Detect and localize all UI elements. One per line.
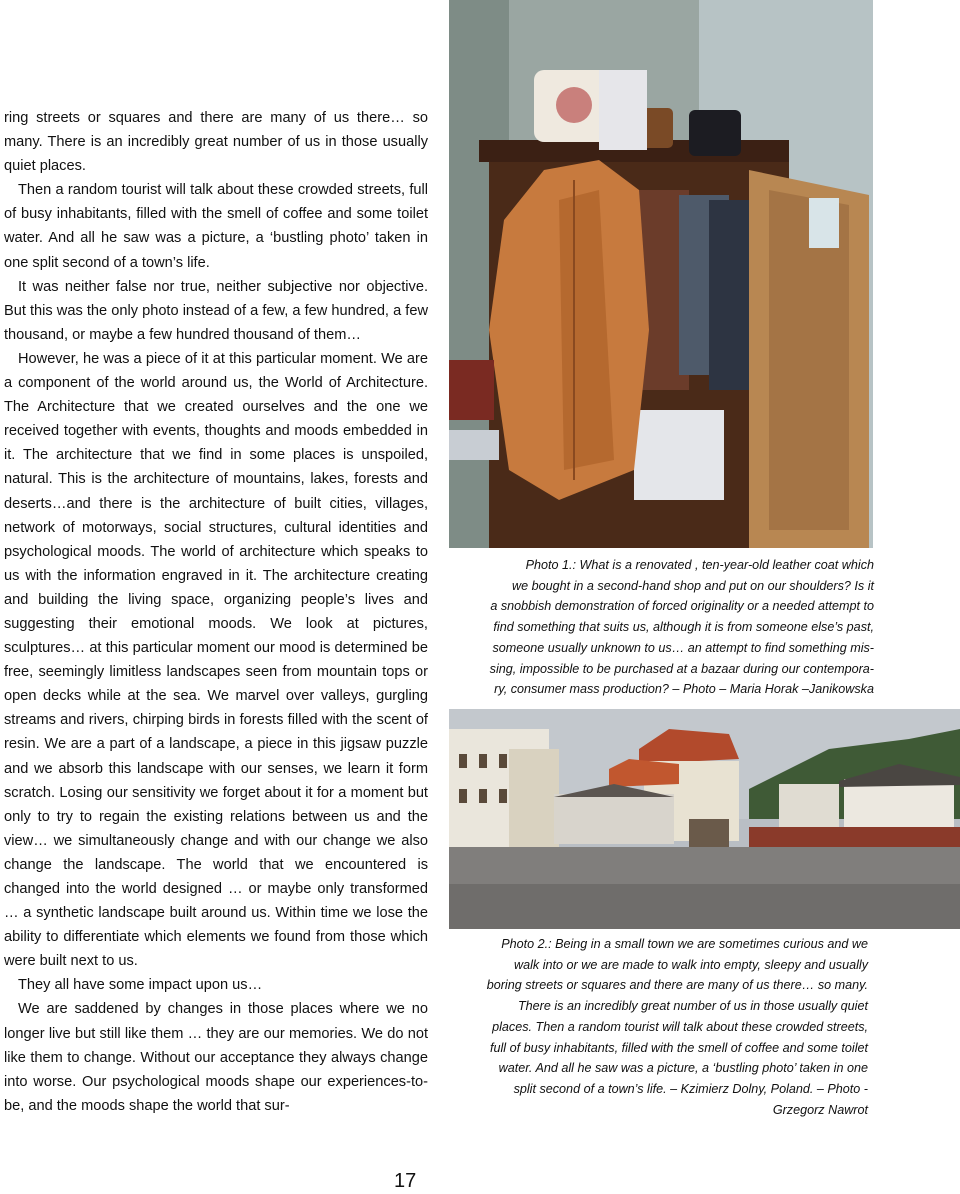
caption-line: Photo 1.: What is a renovated , ten-year-old leather coat which <box>525 558 874 572</box>
caption-line: boring streets or squares and there are many of us there… so many. <box>486 978 868 993</box>
caption-line: places. Then a random tourist will talk about these crowded streets, <box>492 1019 868 1034</box>
caption-line: There is an incredibly great number of us in those usually quiet <box>517 999 868 1014</box>
caption-line: we bought in a second-hand shop and put on our shoulders? Is it <box>512 578 874 593</box>
paragraph-5: They all have some impact upon us… <box>18 977 263 994</box>
photo-leather-coat-image <box>449 0 873 548</box>
paragraph-2: Then a random tourist will talk about these crowded streets, full of busy inhabitants, filled with the smell of coffee and some toilet water. And all he saw was a picture, a ‘bustling photo’ taken in one split second of a town’s life. <box>4 182 428 271</box>
paragraph-3: It was neither false nor true, neither subjective nor objective. But this was the only photo instead of a few, a few hundred, a few thousand, or maybe a few hundred thousand of them… <box>4 278 428 343</box>
caption-line: water. And all he saw was a picture, a ‘bustling photo’ taken in one <box>498 1061 868 1076</box>
caption-line: ry, consumer mass production? – Photo – Maria Horak –Janikowska <box>494 682 874 697</box>
photo-1-caption <box>454 555 874 700</box>
caption-line: walk into or we are made to walk into empty, sleepy and usually <box>514 957 868 972</box>
paragraph-6: We are saddened by changes in those places where we no longer live but still like them … they are our memories. We do not like them to change. Without our acceptance they always change into worse. Our psychological moods shape our experiences-to-be, and the moods shape the world that sur- <box>4 1001 428 1114</box>
body-text-column <box>4 106 428 1118</box>
caption-line: Grzegorz Nawrot <box>772 1102 868 1117</box>
page-number: 17 <box>394 1170 417 1192</box>
caption-line: full of busy inhabitants, filled with the smell of coffee and some toilet <box>489 1040 868 1055</box>
caption-line: sing, impossible to be purchased at a bazaar during our contempora- <box>489 661 874 676</box>
caption-line: Photo 2.: Being in a small town we are sometimes curious and we <box>501 937 868 951</box>
photo-town-square <box>449 709 960 929</box>
paragraph-4: However, he was a piece of it at this particular moment. We are a component of the world around us, the World of Architecture. The Architecture that we created ourselves and the one we received together with events, thoughts and moods embedded in it. The architecture that we find in some places is unspoiled, natural. This is the architecture of mountains, lakes, forests and deserts…and there is the architecture of built cities, villages, network of motorways, social structures, cultural identities and psychological moods. The world of architecture which speaks to us with the information engraved in it. The architecture creating and building the living space, organizing people’s lives and suggesting their emotional moods. We look at pictures, sculptures… at this particular moment our mood is determined be free, seemingly limitless landscapes seen from mountain tops or open decks while at the sea. We marvel over valleys, gurgling streams and rivers, chirping birds in forests filled with the scent of resin. We are a part of a landscape, a piece in this jigsaw puzzle and we absorb this landscape with our senses, we learn it form scratch. Losing our sensitivity we forget about it for a moment but only to try to regain the existing relations between us and the view… we simultaneously change and with our change we also change the landscape. The world that we encountered is changed into the world designed … or maybe only transformed … a synthetic landscape built around us. Within time we lose the ability to differentiate which elements we found from those which were built next to us. <box>4 350 428 970</box>
caption-line: split second of a town’s life. – Kzimierz Dolny, Poland. – Photo - <box>513 1081 868 1096</box>
photo-town-square-image <box>449 709 960 929</box>
photo-2-caption <box>448 934 868 1120</box>
photo-leather-coat <box>449 0 873 548</box>
caption-line: someone usually unknown to us… an attempt to find something mis- <box>492 640 874 655</box>
paragraph-1: ring streets or squares and there are many of us there… so many. There is an incredibly great number of us in those usually quiet places. <box>4 110 428 175</box>
caption-line: a snobbish demonstration of forced originality or a needed attempt to <box>490 599 874 614</box>
caption-line: find something that suits us, although it is from someone else’s past, <box>493 620 874 635</box>
